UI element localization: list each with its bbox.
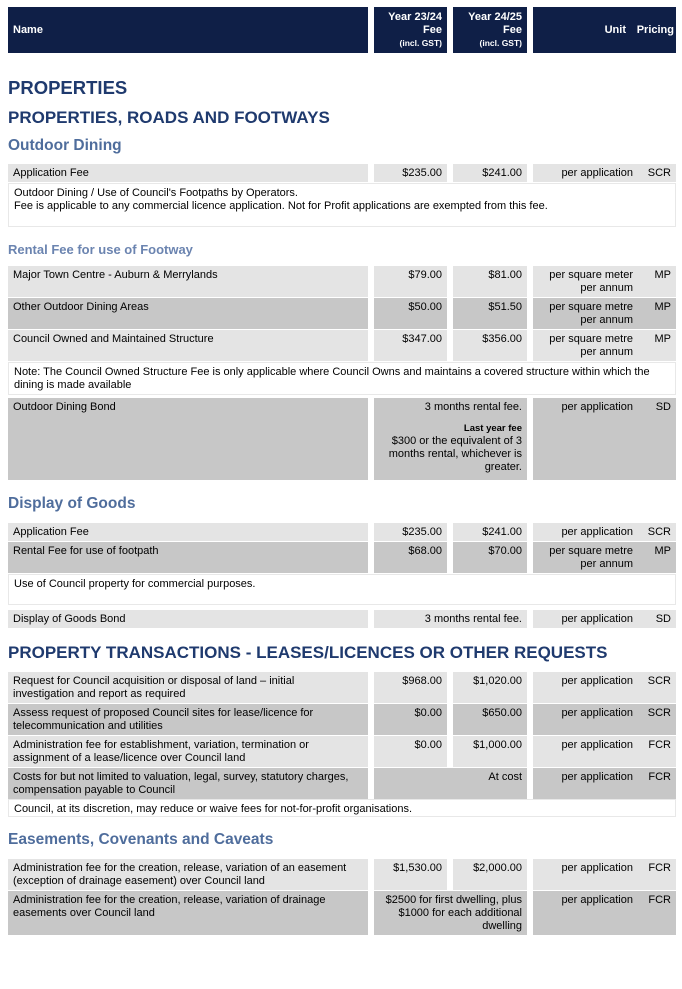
row-unit-line1: per square meter [549,269,633,281]
row-last-year-line1: $300 or the equivalent of 3 [391,435,522,447]
row-unit: per application [533,891,638,935]
row-name-line2: easements over Council land [13,907,155,919]
row-fee-2425: $81.00 [453,266,527,297]
header-y1-line3: (incl. GST) [399,38,442,48]
header-year-2425 [453,7,527,53]
row-pricing: SCR [638,704,676,735]
row-name-line1: Administration fee for the creation, release, variation of drainage [13,894,326,906]
header-y2-line3: (incl. GST) [479,38,522,48]
row-fee-2324: $235.00 [374,164,447,182]
row-fee-2324: $347.00 [374,330,447,361]
row-unit: per application [533,859,638,890]
row-pricing: MP [638,330,676,361]
row-pricing: SD [638,610,676,628]
row-last-year-label: Last year fee [463,423,522,434]
row-name-line2: (exception of drainage easement) over Council land [13,875,265,887]
row-name [8,891,368,935]
table-row-pt-assess [8,704,676,735]
note-line2: Fee is applicable to any commercial licence application. Not for Profit applications are exempted from this fee. [14,200,548,212]
header-name-label: Name [13,24,43,36]
row-fee-2425: $241.00 [453,523,527,541]
row-fee-2425: $1,000.00 [453,736,527,767]
row-pricing: FCR [638,859,676,890]
row-unit: per application [533,164,638,182]
row-name [8,768,368,799]
row-fee-2425: $356.00 [453,330,527,361]
table-row-od-application [8,164,676,182]
row-unit-line1: per square metre [549,545,633,557]
header-year-2324 [374,7,447,53]
row-unit: per application [533,736,638,767]
heading-property-transactions: PROPERTY TRANSACTIONS - LEASES/LICENCES OR OTHER REQUESTS [8,643,608,662]
row-unit: per application [533,768,638,799]
row-name [8,736,368,767]
row-unit: per application [533,672,638,703]
row-name-line2: investigation and report as required [13,688,186,700]
row-fee-2425: $650.00 [453,704,527,735]
row-fee-line3: dwelling [482,920,522,932]
heading-properties: PROPERTIES [8,77,128,98]
row-fee-2324: $0.00 [374,736,447,767]
row-pricing: SCR [638,672,676,703]
row-name: Major Town Centre - Auburn & Merrylands [8,266,368,297]
note-display-goods: Use of Council property for commercial purposes. [8,574,676,605]
row-name: Application Fee [8,164,368,182]
row-pricing: FCR [638,768,676,799]
row-pricing: FCR [638,891,676,935]
row-name [8,859,368,890]
table-row-rf-council [8,330,676,361]
row-name-line2: compensation payable to Council [13,784,176,796]
table-row-rf-other [8,298,676,329]
header-name [8,7,368,53]
header-y2-line2: Fee [503,24,522,36]
row-fee-2324: $68.00 [374,542,447,573]
row-unit [533,298,638,329]
header-y2-line1: Year 24/25 [468,11,522,23]
row-fee-2324: $0.00 [374,704,447,735]
row-unit: per application [533,610,638,628]
row-fee-2425: $70.00 [453,542,527,573]
heading-easements: Easements, Covenants and Caveats [8,831,274,848]
row-fee-2324: $79.00 [374,266,447,297]
row-name: Other Outdoor Dining Areas [8,298,368,329]
row-name-line2: telecommunication and utilities [13,720,163,732]
row-fee-2324: $968.00 [374,672,447,703]
row-unit: per application [533,523,638,541]
row-fee-text: 3 months rental fee. [424,401,522,413]
table-row-dg-bond [8,610,676,628]
row-unit: per application [533,398,638,480]
header-y1-line1: Year 23/24 [388,11,442,23]
row-unit-line1: per square metre [549,301,633,313]
row-unit: per application [533,704,638,735]
table-row-dg-rental [8,542,676,573]
header-y1-line2: Fee [423,24,442,36]
row-fee-2425: $51.50 [453,298,527,329]
row-name-line1: Request for Council acquisition or disposal of land – initial [13,675,295,687]
row-last-year-line2: months rental, whichever is [388,448,522,460]
heading-outdoor-dining: Outdoor Dining [8,137,122,154]
row-fee-2425: $2,000.00 [453,859,527,890]
note-council-structure: Note: The Council Owned Structure Fee is only applicable where Council Owns and maintains a covered structure within which the dining is made available [8,362,676,395]
header-unit: Unit [604,24,626,36]
row-name-line2: assignment of a lease/licence over Council land [13,752,246,764]
row-last-year-line3: greater. [484,461,522,473]
row-pricing: MP [638,298,676,329]
row-pricing: SD [638,398,676,480]
row-fee-line1: $2500 for first dwelling, plus [385,894,522,906]
row-unit-line2: per annum [580,346,633,358]
row-pricing: SCR [638,523,676,541]
note-line1: Outdoor Dining / Use of Council's Footpaths by Operators. [14,187,298,199]
row-name: Council Owned and Maintained Structure [8,330,368,361]
row-pricing: MP [638,542,676,573]
heading-rental-fee-footway: Rental Fee for use of Footway [8,242,193,257]
row-fee-2425: $241.00 [453,164,527,182]
table-row-ea-easement [8,859,676,890]
row-unit [533,542,638,573]
table-row-pt-admin [8,736,676,767]
row-name: Display of Goods Bond [8,610,368,628]
row-unit-line2: per annum [580,282,633,294]
row-name: Application Fee [8,523,368,541]
row-name-line1: Administration fee for the creation, release, variation of an easement [13,862,347,874]
row-fee-2324: $235.00 [374,523,447,541]
header-pricing: Pricing [636,24,674,36]
row-pricing: MP [638,266,676,297]
table-row-rf-major [8,266,676,297]
header-unit-pricing [533,7,676,53]
table-row-pt-costs [8,768,676,799]
row-fee-span: 3 months rental fee. [374,610,527,628]
note-outdoor-dining [8,183,676,227]
row-name [8,704,368,735]
heading-roads-footways: PROPERTIES, ROADS AND FOOTWAYS [8,108,330,127]
row-fee-line2: $1000 for each additional [398,907,522,919]
row-unit [533,266,638,297]
row-fee-span [374,891,527,935]
row-name [8,672,368,703]
table-row-od-bond [8,398,676,480]
row-name-line1: Assess request of proposed Council sites for lease/licence for [13,707,314,719]
row-fee-span: At cost [374,768,527,799]
row-fee-2425: $1,020.00 [453,672,527,703]
table-row-ea-drainage [8,891,676,935]
table-row-pt-request [8,672,676,703]
row-name-line1: Costs for but not limited to valuation, legal, survey, statutory charges, [13,771,349,783]
heading-display-goods: Display of Goods [8,495,136,512]
row-unit-line2: per annum [580,558,633,570]
row-fee-2324: $50.00 [374,298,447,329]
row-name: Rental Fee for use of footpath [8,542,368,573]
row-fee-span [374,398,527,480]
row-pricing: FCR [638,736,676,767]
row-name-line1: Administration fee for establishment, variation, termination or [13,739,309,751]
note-not-for-profit: Council, at its discretion, may reduce or waive fees for not-for-profit organisations. [8,799,676,817]
row-unit-line1: per square metre [549,333,633,345]
row-fee-2324: $1,530.00 [374,859,447,890]
table-row-dg-application [8,523,676,541]
row-unit-line2: per annum [580,314,633,326]
row-unit [533,330,638,361]
row-name: Outdoor Dining Bond [8,398,368,480]
row-pricing: SCR [638,164,676,182]
